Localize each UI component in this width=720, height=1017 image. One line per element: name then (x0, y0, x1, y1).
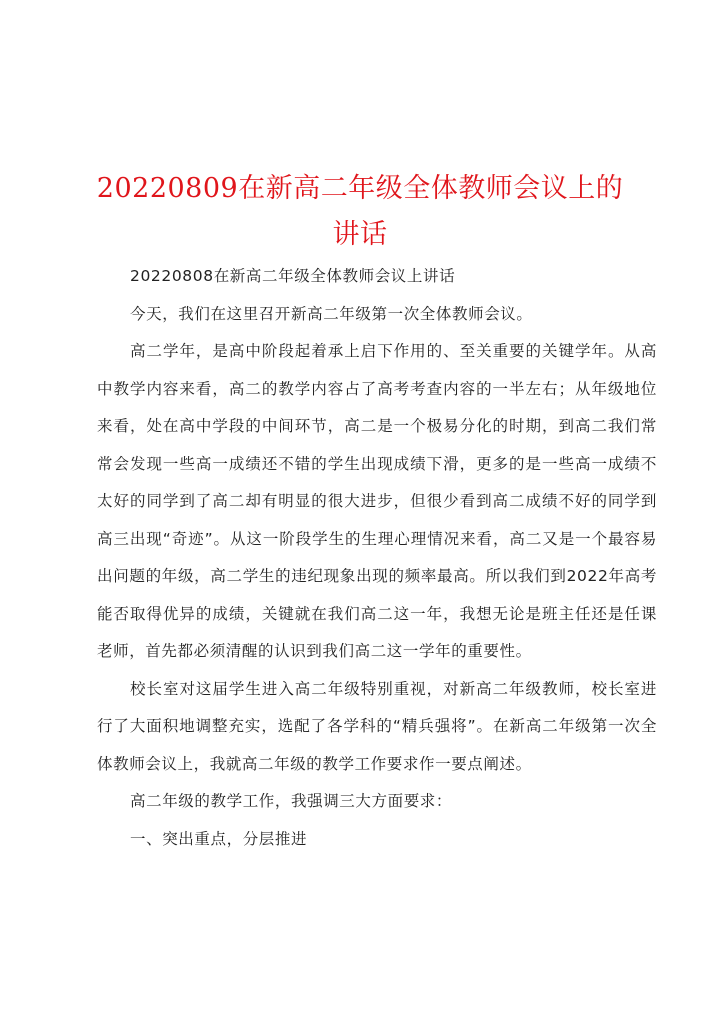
document-title: 20220809在新高二年级全体教师会议上的讲话 (96, 173, 624, 251)
paragraph-importance: 高二学年，是高中阶段起着承上启下作用的、至关重要的关键学年。从高中教学内容来看，高二的教学内容占了高考考查内容的一半左右；从年级地位来看，处在高中学段的中间环节，高二是一个极易分化的时期，到高二我们常常会发现一些高一成绩还不错的学生出现成绩下滑，更多的是一些高一成绩不太好的同学到了高二却有明显的很大进步，但很少看到高二成绩不好的同学到高三出现“奇迹”。从这一阶段学生的生理心理情况来看，高二又是一个最容易出问题的年级，高二学生的违纪现象出现的频率最高。所以我们到2022年高考能否取得优异的成绩，关键就在我们高二这一年，我想无论是班主任还是任课老师，首先都必须清醒的认识到我们高二这一学年的重要性。 (97, 342, 657, 660)
paragraph-subtitle: 20220808在新高二年级全体教师会议上讲话 (130, 267, 456, 285)
paragraph-opening: 今天，我们在这里召开新高二年级第一次全体教师会议。 (130, 304, 533, 323)
document-body (97, 258, 657, 858)
section-heading-1: 一、突出重点，分层推进 (130, 829, 308, 848)
paragraph-requirements-intro: 高二年级的教学工作，我强调三大方面要求： (130, 792, 453, 810)
paragraph-principal-office: 校长室对这届学生进入高二年级特别重视，对新高二年级教师，校长室进行了大面积地调整充实，选配了各学科的“精兵强将”。在新高二年级第一次全体教师会议上，我就高二年级的教学工作要求作一要点阐述。 (97, 679, 657, 773)
